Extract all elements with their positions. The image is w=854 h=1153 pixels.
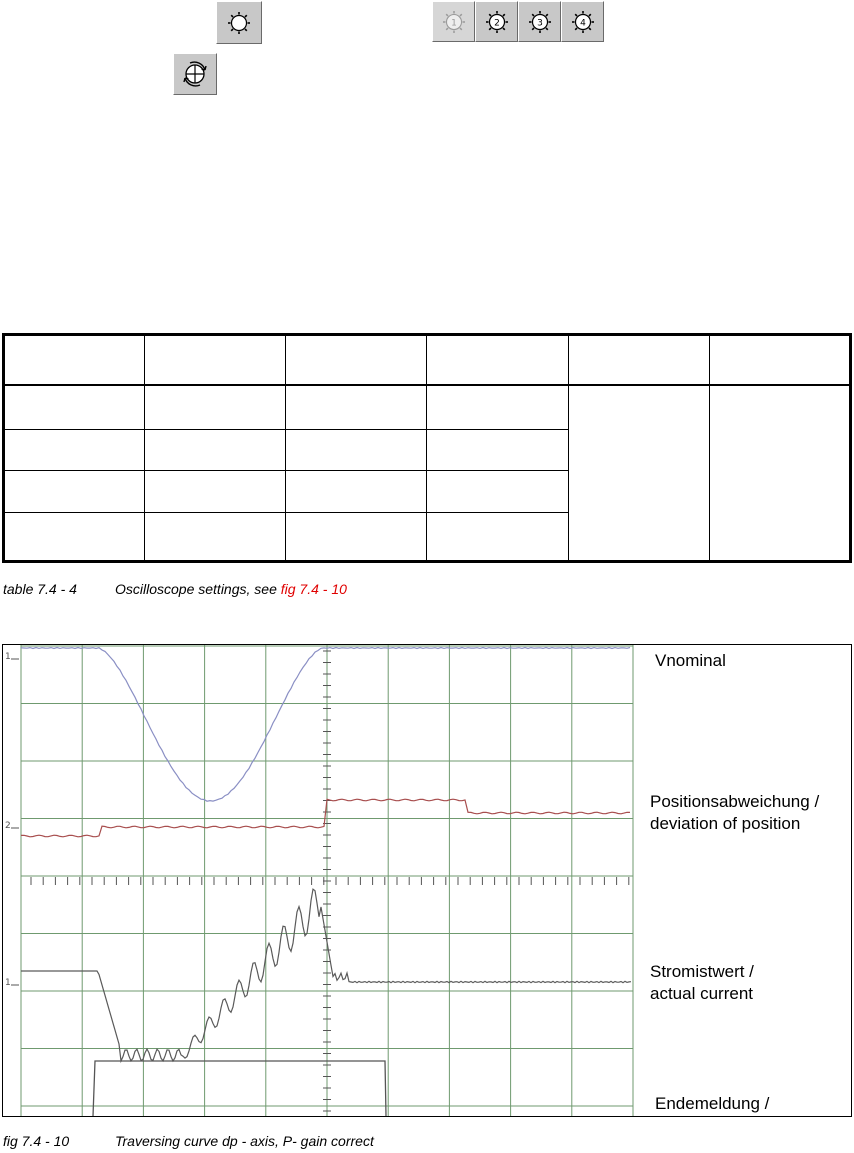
- table-cell: [427, 385, 568, 430]
- table-caption-text: Oscilloscope settings, see: [115, 581, 281, 597]
- label-vnominal: Vnominal: [655, 651, 726, 670]
- table-merged-cell: [709, 385, 850, 562]
- table-cell: [286, 512, 427, 561]
- table-merged-cell: [568, 385, 709, 562]
- table-cell: [286, 385, 427, 430]
- table-caption-number: table 7.4 - 4: [3, 581, 77, 597]
- figure-caption: [3, 1133, 374, 1149]
- table-cell: [427, 471, 568, 512]
- label-end-de: Endemeldung /: [655, 1094, 770, 1113]
- label-current-en: actual current: [650, 984, 753, 1003]
- table-row: [4, 385, 851, 430]
- table-cell: [145, 385, 286, 430]
- gear-1-button[interactable]: [432, 1, 475, 42]
- trace-vnominal: [21, 648, 630, 802]
- table-cell: [4, 512, 145, 561]
- table-cell: [145, 471, 286, 512]
- label-position-en: deviation of position: [650, 814, 801, 833]
- table-header-cell: [286, 335, 427, 385]
- table-caption: [3, 581, 347, 597]
- trace-end-signal: [93, 1061, 386, 1116]
- table-header-row: [4, 335, 851, 385]
- gear-2-button[interactable]: [475, 1, 518, 42]
- table-header-cell: [568, 335, 709, 385]
- gear-icon: [226, 10, 252, 36]
- table-cell: [427, 512, 568, 561]
- table-cell: [286, 430, 427, 471]
- table-cell: [4, 385, 145, 430]
- table-cell: [145, 430, 286, 471]
- figure-caption-text: Traversing curve dp - axis, P- gain correct: [115, 1133, 374, 1149]
- table-cell: [286, 471, 427, 512]
- gear-3-icon: [527, 9, 553, 35]
- gear-3-button[interactable]: [518, 1, 561, 42]
- gear-1-label: 1: [450, 17, 457, 28]
- table-cell: [427, 430, 568, 471]
- trace-actual-current: [21, 889, 631, 1061]
- label-current-de: Stromistwert /: [650, 962, 754, 981]
- oscilloscope-figure: [2, 644, 852, 1117]
- gear-3-label: 3: [536, 17, 543, 28]
- gear-2-icon: [484, 9, 510, 35]
- gear-1-icon: [441, 9, 467, 35]
- gear-4-button[interactable]: [561, 1, 604, 42]
- table-header-cell: [427, 335, 568, 385]
- oscilloscope-settings-table: [2, 333, 852, 563]
- channel-1-marker: 1: [5, 652, 11, 662]
- gear-2-label: 2: [493, 17, 500, 28]
- disc-rotate-button[interactable]: [173, 53, 217, 95]
- oscilloscope-screen: [3, 645, 851, 1116]
- channel-3-marker: 1: [5, 978, 11, 988]
- table-header-cell: [4, 335, 145, 385]
- table-header-cell: [709, 335, 850, 385]
- table-cell: [4, 430, 145, 471]
- table-cell: [145, 512, 286, 561]
- label-position-de: Positionsabweichung /: [650, 792, 820, 811]
- gear-4-label: 4: [579, 17, 586, 28]
- disc-rotate-icon: [182, 61, 208, 87]
- gear-button[interactable]: [216, 1, 262, 44]
- figure-caption-number: fig 7.4 - 10: [3, 1133, 70, 1149]
- channel-2-marker: 2: [5, 821, 11, 831]
- table-cell: [4, 471, 145, 512]
- table-header-cell: [145, 335, 286, 385]
- gear-4-icon: [570, 9, 596, 35]
- figure-reference-link[interactable]: fig 7.4 - 10: [280, 581, 347, 597]
- oscilloscope-center-ticks: [11, 651, 629, 1111]
